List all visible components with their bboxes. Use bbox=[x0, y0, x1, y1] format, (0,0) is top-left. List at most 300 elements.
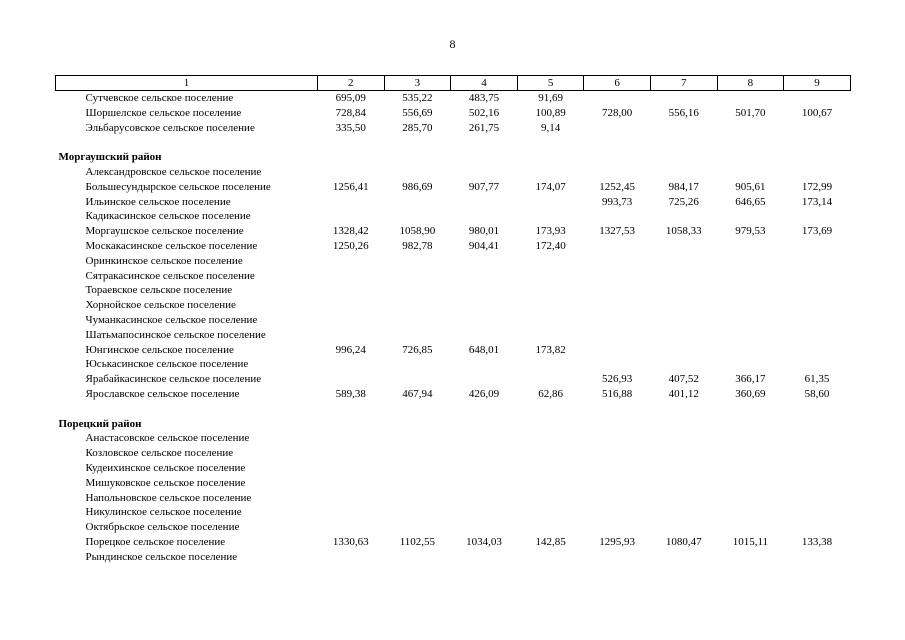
value-cell-col-6 bbox=[584, 165, 651, 180]
value-cell-col-6: 993,73 bbox=[602, 195, 633, 208]
value-cell-col-9: 172,99 bbox=[801, 180, 833, 193]
value-cell-col-3: 1102,55 bbox=[399, 535, 436, 548]
value-cell-col-3: 556,69 bbox=[402, 106, 433, 119]
settlement-name: Никулинское сельское поселение bbox=[85, 506, 242, 519]
value-cell-col-3: 535,22 bbox=[402, 92, 433, 104]
value-cell-col-6 bbox=[584, 343, 651, 358]
value-cell-col-8: 501,70 bbox=[735, 106, 766, 119]
value-cell-col-6 bbox=[584, 121, 651, 136]
value-cell-col-3 bbox=[384, 520, 451, 535]
value-cell-col-4 bbox=[451, 491, 518, 506]
settlement-name: Оринкинское сельское поселение bbox=[85, 254, 243, 267]
value-cell-col-9 bbox=[784, 165, 851, 180]
value-cell-col-9: 58,60 bbox=[804, 387, 830, 400]
value-cell-col-6 bbox=[584, 283, 651, 298]
table-row bbox=[56, 535, 851, 550]
settlement-name: Октябрьское сельское поселение bbox=[85, 521, 240, 534]
value-cell-col-4 bbox=[451, 195, 518, 210]
table-row bbox=[56, 254, 851, 269]
value-cell-col-5 bbox=[517, 283, 584, 298]
value-cell-col-7: 1058,33 bbox=[665, 225, 702, 238]
value-cell-col-6 bbox=[584, 476, 651, 491]
value-cell-col-7 bbox=[650, 550, 717, 565]
value-cell-col-3 bbox=[384, 431, 451, 446]
value-cell-col-7 bbox=[650, 491, 717, 506]
value-cell-col-7 bbox=[650, 461, 717, 476]
table-row bbox=[56, 106, 851, 121]
column-header: 8 bbox=[717, 76, 784, 91]
value-cell-col-9 bbox=[784, 520, 851, 535]
value-cell-col-6: 1295,93 bbox=[599, 535, 636, 548]
value-cell-col-7 bbox=[650, 328, 717, 343]
value-cell-col-5 bbox=[517, 298, 584, 313]
settlement-name: Тораевское сельское поселение bbox=[85, 284, 233, 297]
value-cell-col-6 bbox=[584, 505, 651, 520]
value-cell-col-4 bbox=[451, 165, 518, 180]
spacer-cell bbox=[56, 135, 851, 150]
table-row bbox=[56, 121, 851, 136]
table-row bbox=[56, 224, 851, 239]
settlement-name: Юськасинское сельское поселение bbox=[85, 358, 249, 371]
table-row bbox=[56, 209, 851, 224]
value-cell-col-9 bbox=[784, 298, 851, 313]
value-cell-col-7: 556,16 bbox=[668, 106, 699, 119]
value-cell-col-3 bbox=[384, 491, 451, 506]
district-name: Порецкий район bbox=[58, 417, 142, 430]
value-cell-col-9: 100,67 bbox=[801, 106, 833, 119]
value-cell-col-7 bbox=[650, 165, 717, 180]
value-cell-col-5 bbox=[517, 254, 584, 269]
value-cell-col-8 bbox=[717, 239, 784, 254]
value-cell-col-9 bbox=[784, 476, 851, 491]
value-cell-col-2 bbox=[318, 550, 385, 565]
table-row bbox=[56, 357, 851, 372]
value-cell-col-4: 980,01 bbox=[468, 225, 500, 238]
value-cell-col-4 bbox=[451, 476, 518, 491]
value-cell-col-2: 996,24 bbox=[335, 343, 366, 356]
value-cell-col-4 bbox=[451, 298, 518, 313]
value-cell-col-9 bbox=[784, 550, 851, 565]
value-cell-col-8 bbox=[717, 343, 784, 358]
value-cell-col-7: 407,52 bbox=[668, 373, 699, 386]
value-cell-col-4 bbox=[451, 431, 518, 446]
settlement-name: Хорнойское сельское поселение bbox=[85, 299, 236, 312]
settlement-name: Мишуковское сельское поселение bbox=[85, 476, 246, 489]
settlement-name: Ильинское сельское поселение bbox=[85, 195, 231, 208]
value-cell-col-7 bbox=[650, 239, 717, 254]
value-cell-col-4: 483,75 bbox=[468, 92, 500, 104]
value-cell-col-8 bbox=[717, 520, 784, 535]
value-cell-col-8 bbox=[717, 476, 784, 491]
value-cell-col-5 bbox=[517, 313, 584, 328]
value-cell-col-2: 1328,42 bbox=[332, 225, 369, 238]
table-row bbox=[56, 372, 851, 387]
value-cell-col-8 bbox=[717, 298, 784, 313]
value-cell-col-8 bbox=[717, 328, 784, 343]
value-cell-col-9: 61,35 bbox=[804, 373, 830, 386]
value-cell-col-4 bbox=[451, 505, 518, 520]
value-cell-col-3 bbox=[384, 328, 451, 343]
column-header: 3 bbox=[384, 76, 451, 91]
value-cell-col-6 bbox=[584, 431, 651, 446]
value-cell-col-4 bbox=[451, 269, 518, 284]
value-cell-col-8 bbox=[717, 491, 784, 506]
value-cell-col-3 bbox=[384, 505, 451, 520]
value-cell-col-3: 982,78 bbox=[402, 239, 433, 252]
table-row bbox=[56, 165, 851, 180]
column-header: 2 bbox=[318, 76, 385, 91]
table-row bbox=[56, 505, 851, 520]
value-cell-col-2: 1256,41 bbox=[332, 180, 369, 193]
value-cell-col-3 bbox=[384, 165, 451, 180]
district-header-row bbox=[56, 150, 851, 165]
value-cell-col-5: 91,69 bbox=[538, 92, 563, 104]
settlement-name: Ярославское сельское поселение bbox=[85, 387, 240, 400]
value-cell-col-5 bbox=[517, 476, 584, 491]
value-cell-col-6 bbox=[584, 269, 651, 284]
settlement-name: Юнгинское сельское поселение bbox=[85, 343, 234, 356]
value-cell-col-7 bbox=[650, 505, 717, 520]
value-cell-col-5 bbox=[517, 446, 584, 461]
settlement-name: Сутчевское сельское поселение bbox=[85, 92, 234, 104]
value-cell-col-8 bbox=[717, 91, 784, 106]
value-cell-col-5 bbox=[517, 461, 584, 476]
spacer-row bbox=[56, 402, 851, 417]
value-cell-col-9: 173,69 bbox=[801, 225, 833, 238]
value-cell-col-4 bbox=[451, 520, 518, 535]
value-cell-col-9 bbox=[784, 491, 851, 506]
settlement-name: Москакасинское сельское поселение bbox=[85, 239, 258, 252]
value-cell-col-8 bbox=[717, 283, 784, 298]
settlement-name: Большесундырское сельское поселение bbox=[85, 180, 271, 193]
value-cell-col-6 bbox=[584, 446, 651, 461]
value-cell-col-3 bbox=[384, 313, 451, 328]
value-cell-col-2 bbox=[318, 520, 385, 535]
value-cell-col-3 bbox=[384, 461, 451, 476]
value-cell-col-3 bbox=[384, 298, 451, 313]
value-cell-col-7: 1080,47 bbox=[665, 535, 702, 548]
settlement-name: Александровское сельское поселение bbox=[85, 165, 262, 178]
spacer-row bbox=[56, 135, 851, 150]
data-table bbox=[55, 75, 851, 565]
page-number: 8 bbox=[449, 37, 456, 51]
value-cell-col-7 bbox=[650, 283, 717, 298]
settlement-name: Порецкое сельское поселение bbox=[85, 535, 226, 548]
value-cell-col-3 bbox=[384, 550, 451, 565]
table-row bbox=[56, 446, 851, 461]
value-cell-col-7: 984,17 bbox=[668, 180, 699, 193]
value-cell-col-2: 695,09 bbox=[335, 92, 366, 104]
value-cell-col-5: 174,07 bbox=[535, 180, 566, 193]
value-cell-col-7 bbox=[650, 209, 717, 224]
value-cell-col-2 bbox=[318, 328, 385, 343]
settlement-name: Шатьмапосинское сельское поселение bbox=[85, 328, 266, 341]
table-row bbox=[56, 195, 851, 210]
value-cell-col-5 bbox=[517, 431, 584, 446]
value-cell-col-5: 62,86 bbox=[538, 387, 563, 400]
value-cell-col-2 bbox=[318, 254, 385, 269]
value-cell-col-8 bbox=[717, 446, 784, 461]
column-header: 6 bbox=[584, 76, 651, 91]
value-cell-col-7 bbox=[650, 269, 717, 284]
table-row bbox=[56, 431, 851, 446]
value-cell-col-5 bbox=[517, 491, 584, 506]
value-cell-col-7 bbox=[650, 254, 717, 269]
table-row bbox=[56, 520, 851, 535]
header-row bbox=[56, 76, 851, 91]
value-cell-col-2 bbox=[318, 209, 385, 224]
table-row bbox=[56, 269, 851, 284]
value-cell-col-6 bbox=[584, 491, 651, 506]
value-cell-col-5 bbox=[517, 505, 584, 520]
value-cell-col-9 bbox=[784, 343, 851, 358]
value-cell-col-5 bbox=[517, 269, 584, 284]
value-cell-col-8 bbox=[717, 313, 784, 328]
value-cell-col-9 bbox=[784, 461, 851, 476]
value-cell-col-3 bbox=[384, 446, 451, 461]
value-cell-col-7 bbox=[650, 121, 717, 136]
table-header bbox=[56, 76, 851, 91]
value-cell-col-6 bbox=[584, 550, 651, 565]
value-cell-col-9: 133,38 bbox=[801, 535, 833, 548]
value-cell-col-5 bbox=[517, 328, 584, 343]
value-cell-col-4 bbox=[451, 313, 518, 328]
value-cell-col-2 bbox=[318, 491, 385, 506]
table-row bbox=[56, 91, 851, 106]
value-cell-col-8 bbox=[717, 209, 784, 224]
value-cell-col-3 bbox=[384, 357, 451, 372]
column-header: 1 bbox=[56, 76, 318, 91]
value-cell-col-4 bbox=[451, 209, 518, 224]
value-cell-col-7 bbox=[650, 476, 717, 491]
value-cell-col-5 bbox=[517, 520, 584, 535]
column-header: 7 bbox=[650, 76, 717, 91]
value-cell-col-3 bbox=[384, 209, 451, 224]
table-row bbox=[56, 239, 851, 254]
value-cell-col-8 bbox=[717, 357, 784, 372]
settlement-name: Кудеихинское сельское поселение bbox=[85, 461, 246, 474]
value-cell-col-2 bbox=[318, 283, 385, 298]
value-cell-col-8 bbox=[717, 165, 784, 180]
value-cell-col-7 bbox=[650, 313, 717, 328]
value-cell-col-7 bbox=[650, 298, 717, 313]
value-cell-col-8: 979,53 bbox=[735, 225, 766, 238]
value-cell-col-4 bbox=[451, 372, 518, 387]
value-cell-col-9 bbox=[784, 254, 851, 269]
value-cell-col-2 bbox=[318, 313, 385, 328]
value-cell-col-6: 516,88 bbox=[602, 387, 633, 400]
value-cell-col-4 bbox=[451, 328, 518, 343]
district-name: Моргаушский район bbox=[58, 151, 162, 164]
district-header-row bbox=[56, 417, 851, 432]
value-cell-col-5 bbox=[517, 550, 584, 565]
spacer-cell bbox=[56, 402, 851, 417]
value-cell-col-2 bbox=[318, 476, 385, 491]
settlement-name: Ярабайкасинское сельское поселение bbox=[85, 373, 262, 386]
value-cell-col-6 bbox=[584, 313, 651, 328]
value-cell-col-5: 172,40 bbox=[535, 239, 566, 252]
value-cell-col-4: 261,75 bbox=[468, 121, 500, 134]
value-cell-col-9 bbox=[784, 283, 851, 298]
value-cell-col-9 bbox=[784, 269, 851, 284]
value-cell-col-8: 905,61 bbox=[735, 180, 766, 193]
settlement-name: Рындинское сельское поселение bbox=[85, 550, 238, 563]
value-cell-col-7 bbox=[650, 431, 717, 446]
settlement-name: Анастасовское сельское поселение bbox=[85, 432, 250, 445]
value-cell-col-4 bbox=[451, 461, 518, 476]
value-cell-col-2 bbox=[318, 372, 385, 387]
value-cell-col-5 bbox=[517, 372, 584, 387]
settlement-name: Шоршелское сельское поселение bbox=[85, 106, 242, 119]
settlement-name: Козловское сельское поселение bbox=[85, 447, 234, 460]
value-cell-col-9 bbox=[784, 121, 851, 136]
value-cell-col-9: 173,14 bbox=[801, 195, 833, 208]
value-cell-col-5 bbox=[517, 357, 584, 372]
value-cell-col-8: 366,17 bbox=[735, 373, 766, 386]
value-cell-col-2 bbox=[318, 357, 385, 372]
value-cell-col-4 bbox=[451, 446, 518, 461]
value-cell-col-4: 648,01 bbox=[468, 343, 500, 356]
value-cell-col-4 bbox=[451, 254, 518, 269]
table-row bbox=[56, 180, 851, 195]
value-cell-col-3 bbox=[384, 269, 451, 284]
value-cell-col-7 bbox=[650, 343, 717, 358]
settlement-name: Кадикасинское сельское поселение bbox=[85, 210, 251, 223]
value-cell-col-5: 142,85 bbox=[535, 535, 566, 548]
value-cell-col-5: 9,14 bbox=[540, 121, 561, 134]
value-cell-col-5 bbox=[517, 165, 584, 180]
value-cell-col-5: 173,82 bbox=[535, 343, 566, 356]
value-cell-col-2 bbox=[318, 431, 385, 446]
table-row bbox=[56, 298, 851, 313]
value-cell-col-9 bbox=[784, 313, 851, 328]
value-cell-col-3: 285,70 bbox=[402, 121, 433, 134]
value-cell-col-6 bbox=[584, 239, 651, 254]
value-cell-col-9 bbox=[784, 431, 851, 446]
value-cell-col-3: 467,94 bbox=[402, 387, 433, 400]
value-cell-col-4: 1034,03 bbox=[466, 535, 502, 548]
value-cell-col-8 bbox=[717, 254, 784, 269]
value-cell-col-3 bbox=[384, 372, 451, 387]
value-cell-col-4: 426,09 bbox=[468, 387, 500, 400]
value-cell-col-3: 726,85 bbox=[402, 343, 433, 356]
value-cell-col-3 bbox=[384, 254, 451, 269]
value-cell-col-6: 1327,53 bbox=[599, 225, 636, 238]
table-row bbox=[56, 328, 851, 343]
value-cell-col-9 bbox=[784, 91, 851, 106]
value-cell-col-2 bbox=[318, 269, 385, 284]
value-cell-col-2 bbox=[318, 195, 385, 210]
table-row bbox=[56, 491, 851, 506]
value-cell-col-2 bbox=[318, 505, 385, 520]
value-cell-col-6 bbox=[584, 298, 651, 313]
value-cell-col-9 bbox=[784, 209, 851, 224]
value-cell-col-4 bbox=[451, 550, 518, 565]
value-cell-col-3 bbox=[384, 283, 451, 298]
table-row bbox=[56, 387, 851, 402]
value-cell-col-6: 1252,45 bbox=[599, 180, 636, 193]
value-cell-col-7 bbox=[650, 446, 717, 461]
value-cell-col-3: 1058,90 bbox=[399, 225, 436, 238]
value-cell-col-3 bbox=[384, 195, 451, 210]
table-row bbox=[56, 283, 851, 298]
table-row bbox=[56, 550, 851, 565]
table-row bbox=[56, 461, 851, 476]
value-cell-col-2: 728,84 bbox=[335, 106, 366, 119]
table-body bbox=[56, 91, 851, 565]
value-cell-col-7: 401,12 bbox=[668, 387, 699, 400]
column-header: 4 bbox=[451, 76, 518, 91]
value-cell-col-2 bbox=[318, 298, 385, 313]
value-cell-col-2 bbox=[318, 165, 385, 180]
value-cell-col-7 bbox=[650, 357, 717, 372]
value-cell-col-9 bbox=[784, 505, 851, 520]
value-cell-col-4: 907,77 bbox=[468, 180, 500, 193]
value-cell-col-9 bbox=[784, 239, 851, 254]
value-cell-col-8: 1015,11 bbox=[732, 535, 769, 548]
value-cell-col-6 bbox=[584, 254, 651, 269]
value-cell-col-7: 725,26 bbox=[668, 195, 699, 208]
value-cell-col-8 bbox=[717, 550, 784, 565]
value-cell-col-5: 173,93 bbox=[535, 225, 566, 238]
settlement-name: Моргаушское сельское поселение bbox=[85, 225, 244, 238]
value-cell-col-2 bbox=[318, 446, 385, 461]
value-cell-col-8 bbox=[717, 431, 784, 446]
settlement-name: Сятракасинское сельское поселение bbox=[85, 269, 255, 282]
value-cell-col-9 bbox=[784, 357, 851, 372]
value-cell-col-8 bbox=[717, 461, 784, 476]
settlement-name: Напольновское сельское поселение bbox=[85, 491, 252, 504]
value-cell-col-6 bbox=[584, 461, 651, 476]
value-cell-col-7 bbox=[650, 91, 717, 106]
value-cell-col-2: 335,50 bbox=[335, 121, 366, 134]
settlement-name: Чуманкасинское сельское поселение bbox=[85, 313, 258, 326]
value-cell-col-2: 589,38 bbox=[335, 387, 366, 400]
value-cell-col-4 bbox=[451, 283, 518, 298]
value-cell-col-2 bbox=[318, 461, 385, 476]
value-cell-col-5: 100,89 bbox=[535, 106, 566, 119]
value-cell-col-3: 986,69 bbox=[402, 180, 433, 193]
value-cell-col-6: 526,93 bbox=[602, 373, 633, 386]
value-cell-col-8: 646,65 bbox=[735, 195, 766, 208]
value-cell-col-4 bbox=[451, 357, 518, 372]
value-cell-col-6 bbox=[584, 91, 651, 106]
value-cell-col-4: 502,16 bbox=[468, 106, 500, 119]
value-cell-col-6: 728,00 bbox=[602, 106, 633, 119]
value-cell-col-5 bbox=[517, 209, 584, 224]
value-cell-col-8 bbox=[717, 121, 784, 136]
settlement-name: Эльбарусовское сельское поселение bbox=[85, 121, 255, 134]
column-header: 5 bbox=[517, 76, 584, 91]
value-cell-col-2: 1330,63 bbox=[332, 535, 369, 548]
value-cell-col-7 bbox=[650, 520, 717, 535]
value-cell-col-6 bbox=[584, 209, 651, 224]
table-row bbox=[56, 313, 851, 328]
column-header: 9 bbox=[784, 76, 851, 91]
value-cell-col-9 bbox=[784, 328, 851, 343]
value-cell-col-5 bbox=[517, 195, 584, 210]
value-cell-col-2: 1250,26 bbox=[332, 239, 369, 252]
table-row bbox=[56, 476, 851, 491]
value-cell-col-4: 904,41 bbox=[468, 239, 500, 252]
value-cell-col-6 bbox=[584, 328, 651, 343]
value-cell-col-8 bbox=[717, 505, 784, 520]
value-cell-col-3 bbox=[384, 476, 451, 491]
value-cell-col-8 bbox=[717, 269, 784, 284]
value-cell-col-6 bbox=[584, 520, 651, 535]
value-cell-col-6 bbox=[584, 357, 651, 372]
value-cell-col-9 bbox=[784, 446, 851, 461]
